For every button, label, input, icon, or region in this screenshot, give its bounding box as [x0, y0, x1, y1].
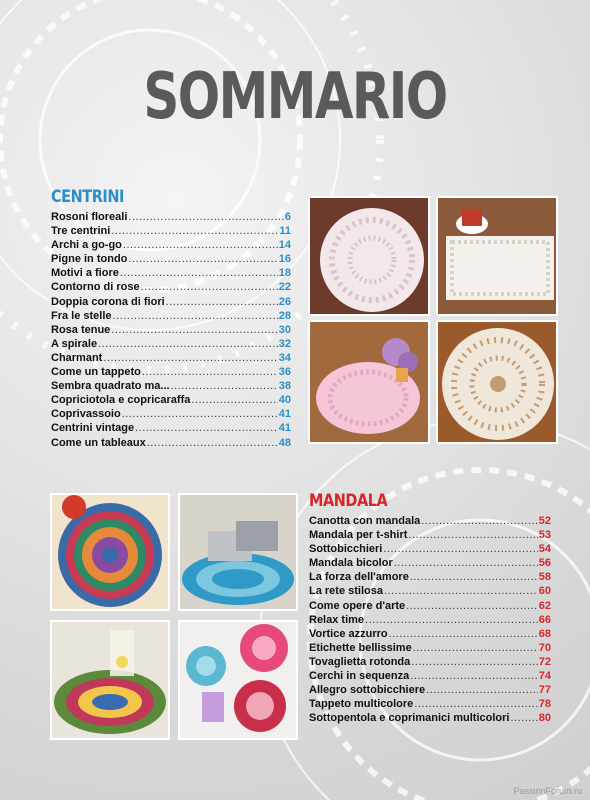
toc-entry-label: Etichette bellissime: [309, 641, 412, 654]
page-title: SOMMARIO: [143, 60, 447, 134]
toc-entry-label: Contorno di rose: [51, 281, 140, 294]
toc-entry-page: 32: [278, 337, 291, 350]
toc-entry-label: Tre centrini: [51, 225, 111, 238]
toc-entry-label: Cerchi in sequenza: [309, 670, 410, 683]
toc-entry: [309, 669, 551, 683]
toc-entry-label: Centrini vintage: [51, 422, 135, 435]
toc-entry-label: A spirale: [51, 337, 98, 350]
toc-entry: [309, 683, 551, 697]
toc-entry: [51, 421, 291, 435]
toc-entry-label: Sembra quadrato ma...: [51, 380, 170, 393]
toc-entry: [309, 528, 551, 542]
toc-entry: [309, 711, 551, 725]
toc-entry-label: Copriciotola e copricaraffa: [51, 394, 191, 407]
doily-photo-2: [436, 196, 558, 316]
toc-entry-page: 28: [278, 309, 291, 322]
toc-entry: [51, 337, 291, 351]
watermark: PassionForum.ru: [513, 786, 582, 796]
toc-entry-label: Rosoni floreali: [51, 211, 128, 223]
doily-photo-4: [436, 320, 558, 444]
toc-entry-label: Archi a go-go: [51, 239, 122, 252]
toc-leader-dots: [141, 280, 278, 294]
toc-leader-dots: [103, 351, 277, 365]
centrini-toc: [51, 210, 291, 450]
toc-entry-page: 77: [538, 684, 551, 697]
toc-entry-label: Mandala per t-shirt: [309, 529, 408, 542]
toc-entry: [51, 224, 291, 238]
mandala-photo-3: [178, 493, 298, 611]
toc-leader-dots: [111, 323, 277, 337]
toc-entry: [309, 542, 551, 556]
toc-leader-dots: [414, 697, 537, 711]
toc-entry: [51, 266, 291, 280]
toc-leader-dots: [408, 528, 537, 542]
toc-entry-label: Canotta con mandala: [309, 515, 421, 527]
mandala-toc: [309, 514, 551, 725]
toc-leader-dots: [166, 295, 278, 309]
toc-leader-dots: [426, 683, 538, 697]
toc-entry-page: 54: [538, 543, 551, 556]
toc-entry-label: Come un tappeto: [51, 366, 141, 379]
toc-entry-label: Doppia corona di fiori: [51, 295, 165, 308]
toc-entry-page: 56: [538, 557, 551, 570]
toc-entry: [309, 627, 551, 641]
toc-entry-page: 6: [284, 211, 291, 223]
toc-entry: [51, 407, 291, 421]
toc-entry-page: 80: [538, 712, 551, 725]
toc-entry-label: Come opere d'arte: [309, 599, 406, 612]
toc-entry-page: 52: [538, 515, 551, 527]
toc-leader-dots: [135, 421, 278, 435]
toc-leader-dots: [98, 337, 278, 351]
toc-entry-page: 11: [279, 225, 291, 238]
toc-entry-label: Coprivassoio: [51, 408, 121, 421]
toc-entry-page: 38: [278, 380, 291, 393]
toc-leader-dots: [111, 224, 278, 238]
toc-entry: [309, 655, 551, 669]
toc-entry-page: 18: [278, 267, 291, 280]
toc-leader-dots: [383, 542, 537, 556]
toc-entry-page: 53: [538, 529, 551, 542]
toc-entry: [51, 210, 291, 224]
toc-leader-dots: [421, 514, 538, 528]
centrini-heading: CENTRINI: [51, 187, 125, 207]
toc-entry-label: Relax time: [309, 613, 365, 626]
toc-leader-dots: [122, 407, 278, 421]
toc-entry: [51, 379, 291, 393]
toc-entry-page: 36: [278, 366, 291, 379]
toc-entry: [51, 309, 291, 323]
toc-leader-dots: [142, 365, 278, 379]
mandala-photo-2: [50, 620, 170, 740]
toc-entry: [309, 697, 551, 711]
toc-leader-dots: [365, 613, 538, 627]
toc-entry-label: Tovaglietta rotonda: [309, 655, 411, 668]
toc-leader-dots: [410, 669, 537, 683]
toc-entry-page: 16: [278, 253, 291, 266]
toc-entry-label: La forza dell'amore: [309, 571, 409, 584]
toc-entry: [51, 238, 291, 252]
toc-leader-dots: [171, 379, 278, 393]
toc-entry-page: 60: [538, 585, 551, 598]
toc-entry: [309, 584, 551, 598]
toc-entry-label: Pigne in tondo: [51, 253, 128, 266]
toc-entry: [51, 436, 291, 450]
toc-leader-dots: [384, 584, 538, 598]
toc-entry-page: 74: [538, 670, 551, 683]
toc-leader-dots: [394, 556, 538, 570]
toc-leader-dots: [128, 210, 283, 224]
toc-entry-label: Vortice azzurro: [309, 627, 388, 640]
toc-entry-page: 48: [278, 436, 291, 449]
toc-entry-page: 34: [278, 351, 291, 364]
toc-leader-dots: [410, 570, 538, 584]
toc-entry: [309, 556, 551, 570]
toc-entry-page: 22: [278, 281, 291, 294]
toc-entry-page: 14: [278, 239, 291, 252]
toc-entry-label: Come un tableaux: [51, 436, 146, 449]
toc-entry-page: 70: [538, 641, 551, 654]
toc-leader-dots: [123, 238, 278, 252]
toc-leader-dots: [389, 627, 538, 641]
toc-entry-page: 40: [278, 394, 291, 407]
toc-entry: [309, 599, 551, 613]
toc-entry-label: Mandala bicolor: [309, 557, 393, 570]
toc-leader-dots: [406, 599, 538, 613]
toc-entry-label: Motivi a fiore: [51, 267, 119, 280]
toc-entry-label: Allegro sottobicchiere: [309, 684, 426, 697]
toc-entry-page: 68: [538, 627, 551, 640]
toc-entry-page: 78: [538, 698, 551, 711]
toc-entry: [51, 351, 291, 365]
toc-entry-page: 26: [278, 295, 291, 308]
toc-entry-page: 58: [538, 571, 551, 584]
toc-entry-page: 72: [538, 655, 551, 668]
toc-entry: [309, 570, 551, 584]
toc-leader-dots: [191, 393, 277, 407]
toc-entry-page: 62: [538, 599, 551, 612]
toc-leader-dots: [510, 711, 537, 725]
toc-entry: [51, 280, 291, 294]
toc-entry: [309, 514, 551, 528]
mandala-heading: MANDALA: [309, 491, 388, 511]
mandala-photo-4: [178, 620, 298, 740]
toc-entry-page: 41: [278, 422, 291, 435]
toc-entry-label: Tappeto multicolore: [309, 698, 414, 711]
toc-entry-label: Rosa tenue: [51, 323, 111, 336]
toc-entry-label: Charmant: [51, 351, 103, 364]
toc-entry: [51, 323, 291, 337]
toc-entry: [309, 613, 551, 627]
toc-leader-dots: [120, 266, 278, 280]
toc-entry-label: La rete stilosa: [309, 585, 383, 598]
toc-entry-page: 66: [538, 613, 551, 626]
mandala-photo-1: [50, 493, 170, 611]
toc-entry: [309, 641, 551, 655]
toc-entry-page: 30: [278, 323, 291, 336]
doily-photo-3: [308, 320, 430, 444]
toc-leader-dots: [413, 641, 538, 655]
toc-leader-dots: [128, 252, 277, 266]
toc-entry: [51, 252, 291, 266]
toc-entry-label: Sottopentola e coprimanici multicolori: [309, 712, 510, 725]
toc-entry: [51, 365, 291, 379]
toc-leader-dots: [113, 309, 278, 323]
toc-entry: [51, 295, 291, 309]
toc-leader-dots: [411, 655, 538, 669]
toc-entry-label: Sottobicchieri: [309, 543, 383, 556]
doily-photo-1: [308, 196, 430, 316]
toc-entry-label: Fra le stelle: [51, 309, 112, 322]
toc-leader-dots: [147, 436, 278, 450]
toc-entry-page: 41: [278, 408, 291, 421]
toc-entry: [51, 393, 291, 407]
